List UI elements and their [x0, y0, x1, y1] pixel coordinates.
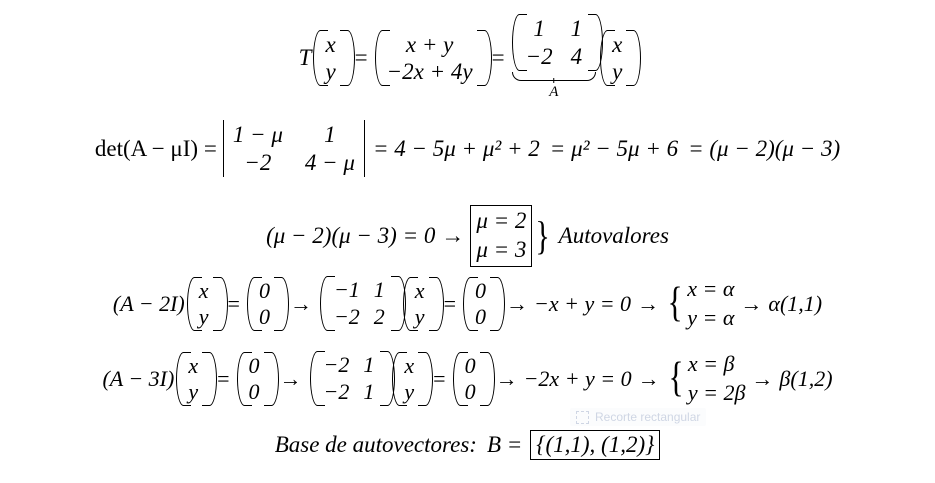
basis-set: {(1,1), (1,2)}	[536, 432, 655, 457]
solution-cases	[666, 350, 746, 407]
eigenvalues-group	[470, 205, 552, 267]
arrow-to-eigenvalues: →	[441, 222, 465, 248]
zero-vector-2-row1: 0	[474, 277, 486, 303]
arrow-1: →	[279, 365, 302, 391]
solution-cases	[665, 275, 734, 332]
eigenvector-mu-3-row	[0, 350, 935, 407]
det-a11: 1 − μ	[232, 122, 283, 147]
matrix-a11: −1	[333, 277, 360, 303]
paren-left	[311, 30, 321, 86]
equals-2: =	[433, 365, 446, 391]
transform-symbol-T: T	[298, 44, 312, 70]
matrix-a22: 2	[373, 304, 385, 330]
matrix-A-a11: 1	[533, 16, 545, 41]
zero-vector-2	[461, 277, 500, 331]
paren-left	[373, 30, 383, 86]
zero-vector-1	[245, 277, 284, 331]
reduced-equation: −x + y = 0	[533, 290, 632, 316]
case-y: y = 2β	[687, 379, 746, 405]
zero-vector-1	[235, 352, 274, 406]
arrow-1: →	[289, 290, 312, 316]
paren-left	[318, 276, 328, 331]
char-poly-step-1: = 4 − 5μ + μ² + 2	[372, 135, 540, 161]
arrow-3: →	[637, 290, 660, 316]
reduced-equation: −2x + y = 0	[523, 365, 632, 391]
paren-left	[510, 14, 520, 71]
paren-right	[274, 277, 284, 331]
vector-xy-2	[390, 352, 428, 406]
paren-left	[461, 277, 471, 331]
paren-left	[245, 277, 255, 331]
paren-left	[451, 352, 461, 406]
paren-left	[174, 352, 184, 406]
matrix-A-underbrace	[510, 14, 599, 101]
matrix-a-minus-3i	[308, 351, 391, 406]
paren-right	[477, 30, 487, 86]
arrow-2: →	[495, 365, 518, 391]
det-label: det(A − μI) =	[94, 135, 217, 161]
paren-right	[429, 277, 439, 331]
variable-vector-y: y	[612, 58, 623, 84]
vector-xy-2-y: y	[404, 378, 415, 404]
paren-right	[264, 352, 274, 406]
transformation-definition-row	[0, 14, 935, 101]
eigenvector-basis-row	[0, 430, 935, 460]
case-x: x = β	[687, 351, 735, 376]
eigenvalue-1: μ = 2	[476, 208, 527, 233]
matrix-a-minus-2i	[318, 276, 401, 331]
image-vector-row2: −2x + 4y	[386, 58, 473, 84]
matrix-a21: −2	[323, 379, 350, 405]
paren-right	[391, 276, 401, 331]
eigenvalues-row	[0, 205, 935, 267]
arrow-2: →	[505, 290, 528, 316]
paren-right	[588, 14, 598, 71]
cases-brace: {	[667, 279, 683, 326]
det-a21: −2	[244, 150, 272, 176]
vector-xy-x: x	[188, 352, 199, 378]
paren-right	[380, 351, 390, 406]
paren-left	[308, 351, 318, 406]
vector-xy-x: x	[198, 277, 209, 303]
variable-vector	[598, 30, 636, 86]
vector-xy-2	[401, 277, 439, 331]
matrix-A-a12: 1	[570, 16, 583, 41]
cases-brace: {	[668, 354, 684, 401]
matrix-A-a21: −2	[525, 44, 553, 70]
vector-xy-2-y: y	[414, 303, 425, 329]
rectangular-snip-icon	[576, 411, 589, 424]
paren-right	[418, 352, 428, 406]
equals-1: =	[217, 365, 230, 391]
zero-vector-1-row1: 0	[258, 277, 270, 303]
matrix-a21: −2	[333, 304, 360, 330]
matrix-A	[510, 14, 599, 71]
case-y: y = α	[687, 304, 735, 330]
vector-xy-y: y	[198, 303, 209, 329]
arrow-4: →	[740, 290, 763, 316]
characteristic-polynomial-row	[0, 120, 935, 177]
matrix-A-a22: 4	[570, 44, 583, 70]
eigenvector-result: β(1,2)	[779, 365, 833, 391]
image-vector	[373, 30, 487, 86]
snip-tool-hint	[570, 408, 706, 426]
zero-vector-1-row1: 0	[248, 352, 260, 378]
image-vector-row1: x + y	[405, 31, 454, 57]
zero-vector-2-row2: 0	[464, 378, 476, 404]
paren-right	[490, 277, 500, 331]
vector-xy-y: y	[188, 378, 199, 404]
equals-1: =	[227, 290, 240, 316]
a-minus-2i-label: (A − 2I)	[112, 290, 185, 316]
basis-label: Base de autovectores:	[274, 432, 477, 457]
paren-right	[626, 30, 636, 86]
basis-box	[530, 430, 660, 460]
input-vector-y: y	[325, 58, 336, 84]
matrix-a22: 1	[363, 379, 375, 405]
equals-2: =	[443, 290, 456, 316]
zero-vector-2	[451, 352, 490, 406]
vector-xy-2-x: x	[404, 352, 415, 378]
paren-left	[401, 277, 411, 331]
char-poly-step-2: = μ² − 5μ + 6	[549, 135, 679, 161]
eigenvector-result: α(1,1)	[768, 290, 823, 316]
paren-left	[185, 277, 195, 331]
closing-brace: }	[535, 212, 551, 258]
paren-right	[480, 352, 490, 406]
vector-xy	[185, 277, 223, 331]
determinant-matrix	[223, 120, 365, 177]
eigenvalue-2: μ = 3	[476, 236, 527, 262]
eigenvalues-label: Autovalores	[558, 222, 669, 248]
vector-xy-2-x: x	[414, 277, 425, 303]
matrix-a12: 1	[373, 277, 385, 303]
variable-vector-x: x	[612, 31, 623, 57]
paren-left	[235, 352, 245, 406]
equals-1: =	[354, 44, 368, 70]
paren-right	[202, 352, 212, 406]
arrow-3: →	[637, 365, 660, 391]
eigenvalue-equation: (μ − 2)(μ − 3) = 0	[266, 222, 436, 248]
paren-left	[598, 30, 608, 86]
zero-vector-2-row2: 0	[474, 303, 486, 329]
char-poly-step-3: = (μ − 2)(μ − 3)	[688, 135, 841, 161]
equals-2: =	[491, 44, 505, 70]
a-minus-3i-label: (A − 3I)	[102, 365, 175, 391]
basis-symbol: B =	[486, 432, 523, 457]
zero-vector-1-row2: 0	[258, 303, 270, 329]
snip-tool-label: Recorte rectangular	[595, 410, 701, 424]
underbrace-line	[510, 72, 599, 81]
det-a12: 1	[324, 122, 336, 147]
matrix-a12: 1	[363, 352, 375, 378]
input-vector	[311, 30, 349, 86]
matrix-a11: −2	[323, 352, 350, 378]
paren-right	[340, 30, 350, 86]
input-vector-x: x	[325, 31, 336, 57]
paren-left	[390, 352, 400, 406]
eigenvalues-box	[470, 205, 532, 267]
zero-vector-2-row1: 0	[464, 352, 476, 378]
zero-vector-1-row2: 0	[248, 378, 260, 404]
paren-right	[213, 277, 223, 331]
arrow-4: →	[751, 365, 774, 391]
matrix-A-label: A	[549, 84, 559, 101]
det-a22: 4 − μ	[304, 150, 355, 176]
vector-xy	[174, 352, 212, 406]
case-x: x = α	[687, 276, 735, 301]
eigenvector-mu-2-row	[0, 275, 935, 332]
